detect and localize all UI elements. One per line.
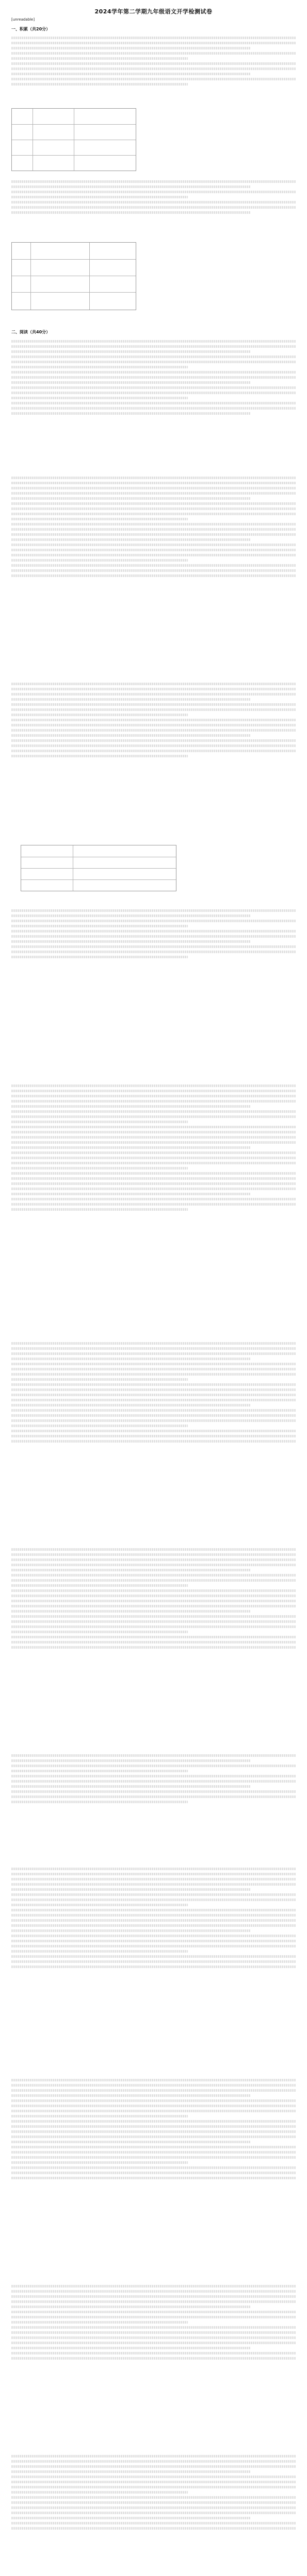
table-2: [11, 242, 136, 310]
reading-passage-2: [11, 680, 296, 760]
reading-passage-7: [11, 2076, 296, 2182]
section-2-text-block: [11, 337, 296, 417]
document-title: 2024学年第二学期九年级语文开学检测试卷: [94, 8, 213, 15]
question-block-1: [11, 907, 296, 961]
reading-passage-6: [11, 1865, 296, 1971]
section-heading-2: 二、阅读（共40分）: [11, 330, 51, 334]
header-note: [unreadable]: [11, 18, 35, 22]
reading-passage-1: [11, 474, 296, 580]
reading-passage-9: [11, 2452, 296, 2532]
table-3: [21, 845, 176, 891]
section-1-text-block: [11, 34, 296, 88]
reading-passage-4: [11, 1340, 296, 1445]
reading-passage-3: [11, 1082, 296, 1213]
question-block-2: [11, 1752, 296, 1806]
section-1-text-block-2: [11, 178, 296, 216]
reading-passage-8: [11, 2282, 296, 2362]
reading-passage-5: [11, 1546, 296, 1651]
table-1: [11, 108, 136, 171]
section-heading-1: 一、积累（共20分）: [11, 27, 51, 31]
